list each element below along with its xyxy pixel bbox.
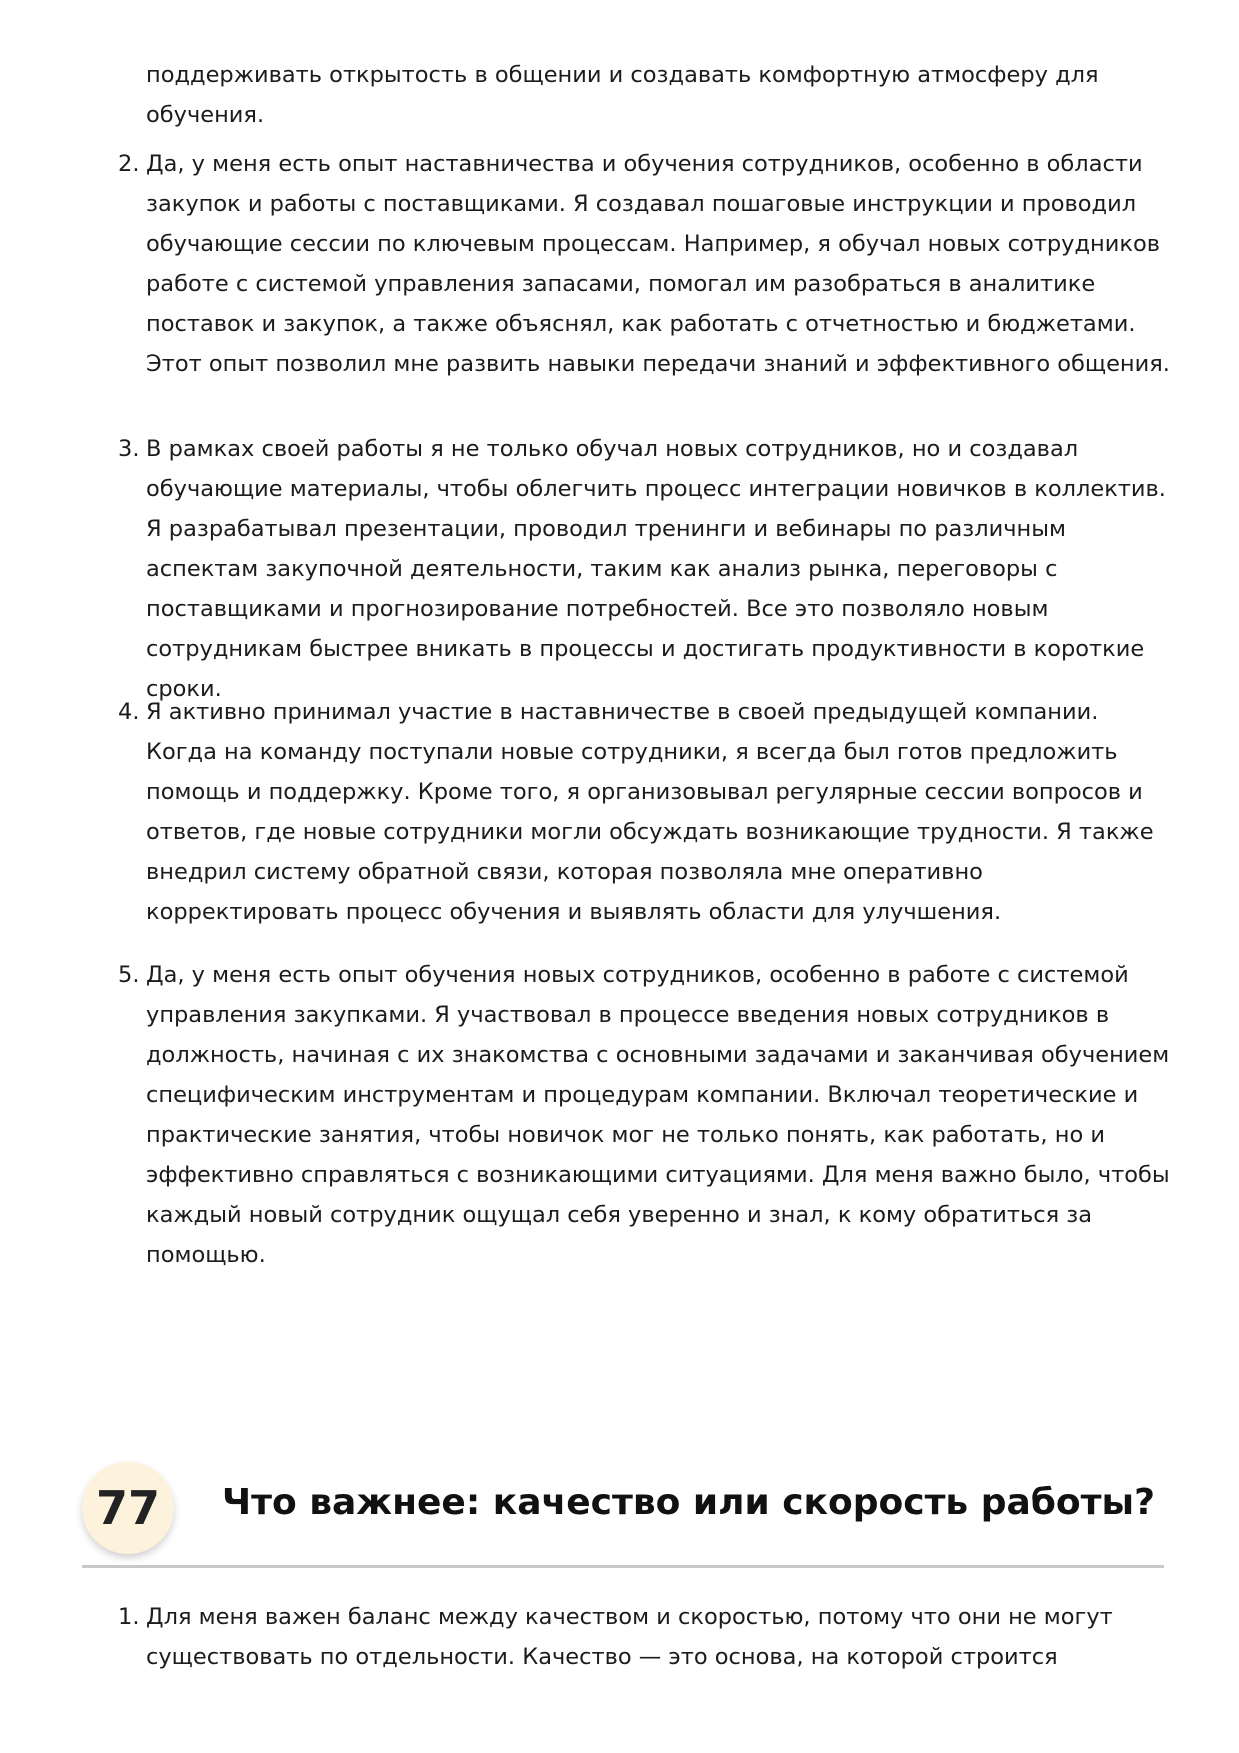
- section-number-badge: 77: [82, 1462, 174, 1554]
- list-item-number: 5.: [118, 962, 140, 988]
- section-heading: [82, 1462, 1164, 1562]
- list-item-text: Да, у меня есть опыт наставничества и обучения сотрудников, особенно в области закупок и работы с поставщиками. Я создавал пошаговые инструкции и проводил обучающие сессии по ключевым процессам. Например, я обучал новых сотрудников работе с системой управления запасами, помогал им разобраться в аналитике поставок и закупок, а также объяснял, как работать с отчетностью и бюджетами. Этот опыт позволил мне развить навыки передачи знаний и эффективного общения.: [146, 151, 1170, 377]
- list-item-number: 1.: [118, 1604, 140, 1630]
- list-item-text: Я активно принимал участие в наставничестве в своей предыдущей компании. Когда на команду поступали новые сотрудники, я всегда был готов предложить помощь и поддержку. Кроме того, я организовывал регулярные сессии вопросов и ответов, где новые сотрудники могли обсуждать возникающие трудности. Я также внедрил систему обратной связи, которая позволяла мне оперативно корректировать процесс обучения и выявлять области для улучшения.: [146, 699, 1154, 925]
- continuation-paragraph: поддерживать открытость в общении и создавать комфортную атмосферу для обучения.: [146, 62, 1099, 128]
- list-item: [118, 144, 1176, 384]
- list-item: [118, 692, 1176, 932]
- list-item-number: 4.: [118, 699, 140, 725]
- list-item: [118, 1597, 1176, 1677]
- list-item-text: В рамках своей работы я не только обучал новых сотрудников, но и создавал обучающие материалы, чтобы облегчить процесс интеграции новичков в коллектив. Я разрабатывал презентации, проводил тренинги и вебинары по различным аспектам закупочной деятельности, таким как анализ рынка, переговоры с поставщиками и прогнозирование потребностей. Все это позволяло новым сотрудникам быстрее вникать в процессы и достигать продуктивности в короткие сроки.: [146, 436, 1166, 702]
- section-divider: [82, 1565, 1164, 1568]
- list-item-text: Для меня важен баланс между качеством и скоростью, потому что они не могут существовать по отдельности. Качество — это основа, на которой строится: [146, 1604, 1113, 1670]
- list-item: [118, 955, 1176, 1275]
- list-item-number: 3.: [118, 436, 140, 462]
- list-item-number: 2.: [118, 151, 140, 177]
- list-item: [118, 429, 1176, 709]
- section-title: Что важнее: качество или скорость работы?: [222, 1482, 1155, 1523]
- list-item-text: Да, у меня есть опыт обучения новых сотрудников, особенно в работе с системой управления закупками. Я участвовал в процессе введения новых сотрудников в должность, начиная с их знакомства с основными задачами и заканчивая обучением специфическим инструментам и процедурам компании. Включал теоретические и практические занятия, чтобы новичок мог не только понять, как работать, но и эффективно справляться с возникающими ситуациями. Для меня важно было, чтобы каждый новый сотрудник ощущал себя уверенно и знал, к кому обратиться за помощью.: [146, 962, 1170, 1268]
